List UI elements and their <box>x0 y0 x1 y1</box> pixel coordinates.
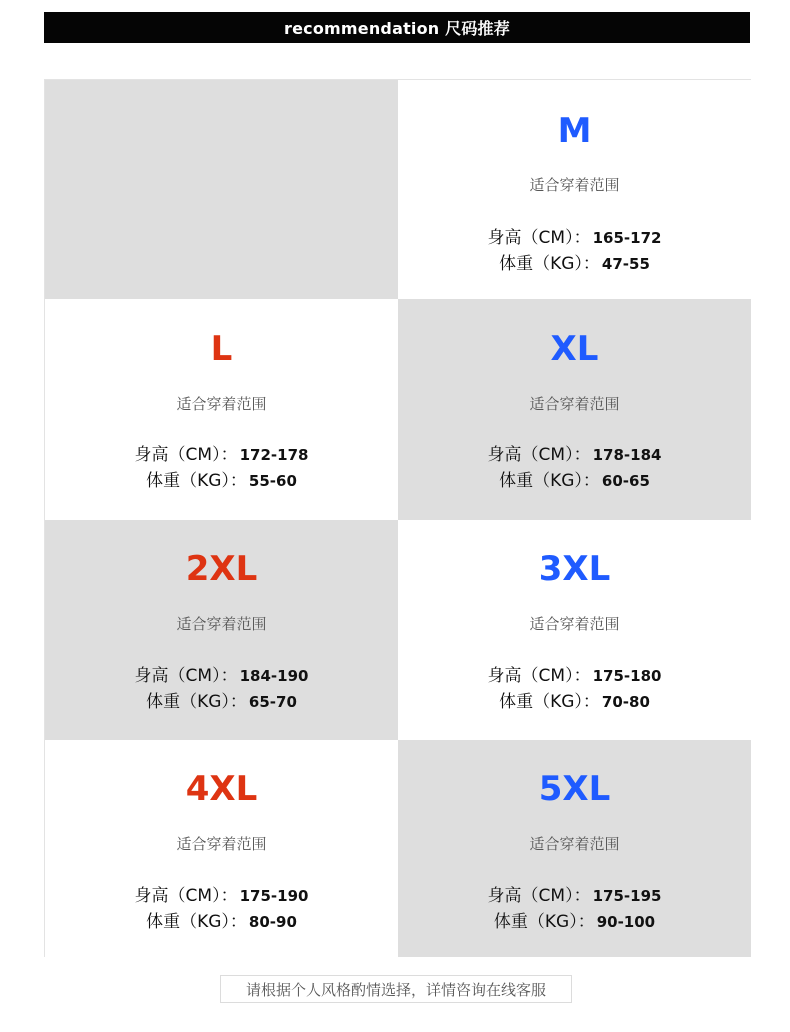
weight-row <box>398 251 751 277</box>
height-label: 身高（CM）： <box>134 445 238 465</box>
page-title: recommendation 尺码推荐 <box>284 19 510 38</box>
size-title: 3XL <box>538 549 611 589</box>
weight-row <box>398 468 751 494</box>
size-stats <box>45 442 398 494</box>
height-value: 184-190 <box>239 667 309 685</box>
size-title: L <box>210 329 233 369</box>
size-title: 4XL <box>185 769 258 809</box>
weight-row <box>398 909 751 935</box>
size-card-3xl <box>398 520 751 740</box>
size-title: 2XL <box>185 549 258 589</box>
size-card-l <box>45 299 398 520</box>
size-stats <box>398 883 751 935</box>
height-value: 175-195 <box>592 887 662 905</box>
size-stats <box>45 883 398 935</box>
range-label: 适合穿着范围 <box>529 835 620 853</box>
weight-label: 体重（KG）： <box>493 912 595 932</box>
weight-row <box>398 689 751 715</box>
height-value: 178-184 <box>592 446 662 464</box>
weight-label: 体重（KG）： <box>499 254 600 274</box>
size-card-5xl <box>398 740 751 957</box>
height-row <box>45 663 398 689</box>
size-stats <box>398 225 751 277</box>
height-label: 身高（CM）： <box>487 666 591 686</box>
size-stats <box>45 663 398 715</box>
weight-row <box>45 689 398 715</box>
range-label: 适合穿着范围 <box>176 615 267 633</box>
empty-gray-cell <box>45 80 398 299</box>
height-value: 175-190 <box>239 887 309 905</box>
weight-value: 47-55 <box>601 255 650 273</box>
weight-value: 65-70 <box>248 693 297 711</box>
weight-label: 体重（KG）： <box>146 912 247 932</box>
range-label: 适合穿着范围 <box>529 176 620 194</box>
size-grid <box>44 79 751 957</box>
height-row <box>45 442 398 468</box>
height-row <box>398 883 751 909</box>
height-row <box>398 442 751 468</box>
footer-note: 请根据个人风格酌情选择，详情咨询在线客服 <box>245 980 546 999</box>
weight-value: 55-60 <box>248 472 297 490</box>
height-label: 身高（CM）： <box>487 228 591 248</box>
size-card-xl <box>398 299 751 520</box>
size-stats <box>398 442 751 494</box>
size-card-m <box>398 80 751 299</box>
height-label: 身高（CM）： <box>134 886 238 906</box>
weight-value: 70-80 <box>601 693 650 711</box>
range-label: 适合穿着范围 <box>529 395 620 413</box>
height-value: 165-172 <box>592 229 662 247</box>
weight-value: 80-90 <box>248 913 297 931</box>
weight-value: 60-65 <box>601 472 650 490</box>
height-label: 身高（CM）： <box>487 886 591 906</box>
size-stats <box>398 663 751 715</box>
height-label: 身高（CM）： <box>487 445 591 465</box>
size-card-4xl <box>45 740 398 957</box>
weight-label: 体重（KG）： <box>499 692 600 712</box>
height-label: 身高（CM）： <box>134 666 238 686</box>
height-value: 175-180 <box>592 667 662 685</box>
weight-label: 体重（KG）： <box>146 471 247 491</box>
header-bar <box>44 12 750 43</box>
size-title: XL <box>550 329 599 369</box>
size-title: 5XL <box>538 769 611 809</box>
range-label: 适合穿着范围 <box>529 615 620 633</box>
range-label: 适合穿着范围 <box>176 835 267 853</box>
weight-row <box>45 468 398 494</box>
range-label: 适合穿着范围 <box>176 395 267 413</box>
height-row <box>398 225 751 251</box>
weight-label: 体重（KG）： <box>499 471 600 491</box>
height-value: 172-178 <box>239 446 309 464</box>
size-card-2xl <box>45 520 398 740</box>
weight-row <box>45 909 398 935</box>
weight-label: 体重（KG）： <box>146 692 247 712</box>
height-row <box>45 883 398 909</box>
weight-value: 90-100 <box>596 913 656 931</box>
size-title: M <box>557 111 592 151</box>
footer-note-box <box>220 975 572 1003</box>
height-row <box>398 663 751 689</box>
